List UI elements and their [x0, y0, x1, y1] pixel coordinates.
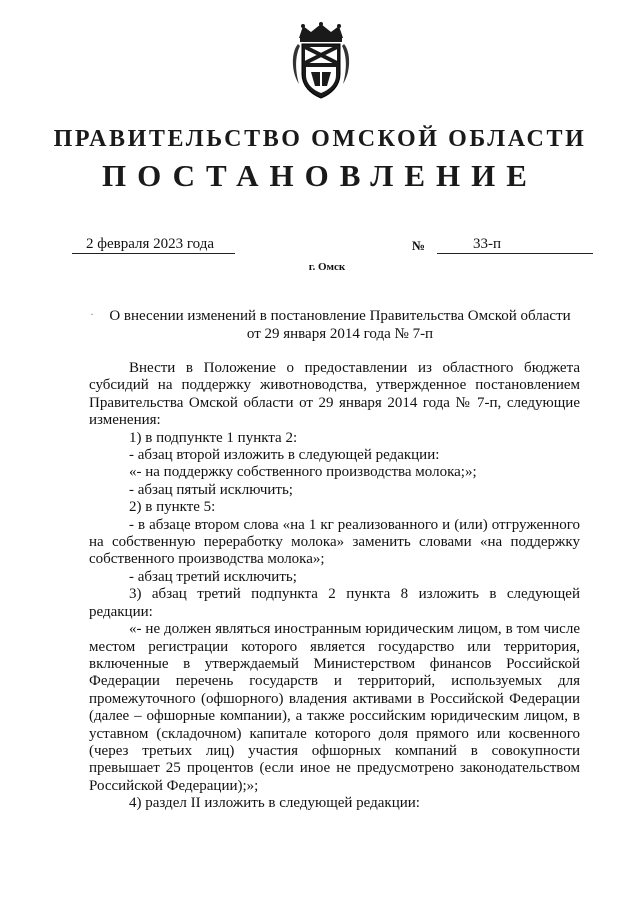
document-city: г. Омск — [308, 261, 346, 273]
body-paragraph: - абзац второй изложить в следующей редакции: — [129, 447, 440, 464]
body-paragraph: «- не должен являться иностранным юридическим лицом, в том числе местом регистрации которого является государство или территория, включенные в утверждаемый Министерством финансов Российской Федерации перечень государств и территорий, используемых для промежуточного (офшорного) владения активами в Российской Федерации (далее – офшорные компании), а также российским юридическим лицом, в уставном (складочном) капитале которого доля прямого или косвенного (через третьих лиц) участия офшорных компаний в совокупности превышает 25 процентов (если иное не предусмотрено законодательством Российской Федерации);»; — [89, 621, 580, 794]
body-paragraph: - абзац третий исключить; — [129, 568, 297, 585]
body-paragraph: - в абзаце втором слова «на 1 кг реализованного и (или) отгруженного на собственную переработку молока» заменить словами «на поддержку собственного производства молока»; — [89, 516, 580, 568]
body-paragraph: 1) в подпункте 1 пункта 2: — [129, 429, 298, 446]
body-paragraph: «- на поддержку собственного производства молока;»; — [129, 464, 477, 481]
number-sign: № — [412, 238, 426, 253]
document-type-title: ПОСТАНОВЛЕНИЕ — [102, 158, 538, 193]
document-body — [89, 360, 580, 813]
document-heading — [100, 307, 580, 343]
document-heading-line: от 29 января 2014 года № 7-п — [246, 326, 434, 342]
document-number: 33-п — [437, 236, 593, 254]
document-date: 2 февраля 2023 года — [72, 236, 235, 254]
document-heading-line: О внесении изменений в постановление Правительства Омской области — [109, 308, 571, 324]
margin-dot: · — [90, 307, 94, 321]
government-name: ПРАВИТЕЛЬСТВО ОМСКОЙ ОБЛАСТИ — [53, 126, 587, 152]
body-paragraph: Внести в Положение о предоставлении из областного бюджета субсидий на поддержку животноводства, утвержденное постановлением Правительства Омской области от 29 января 2014 года № 7-п, следующие изменения: — [89, 360, 580, 429]
body-paragraph: 4) раздел II изложить в следующей редакции: — [129, 795, 420, 812]
body-paragraph: 2) в пункте 5: — [129, 499, 216, 516]
omsk-region-coat-of-arms-icon — [291, 22, 351, 100]
body-paragraph: 3) абзац третий подпункта 2 пункта 8 изложить в следующей редакции: — [89, 586, 580, 620]
body-paragraph: - абзац пятый исключить; — [129, 481, 293, 498]
